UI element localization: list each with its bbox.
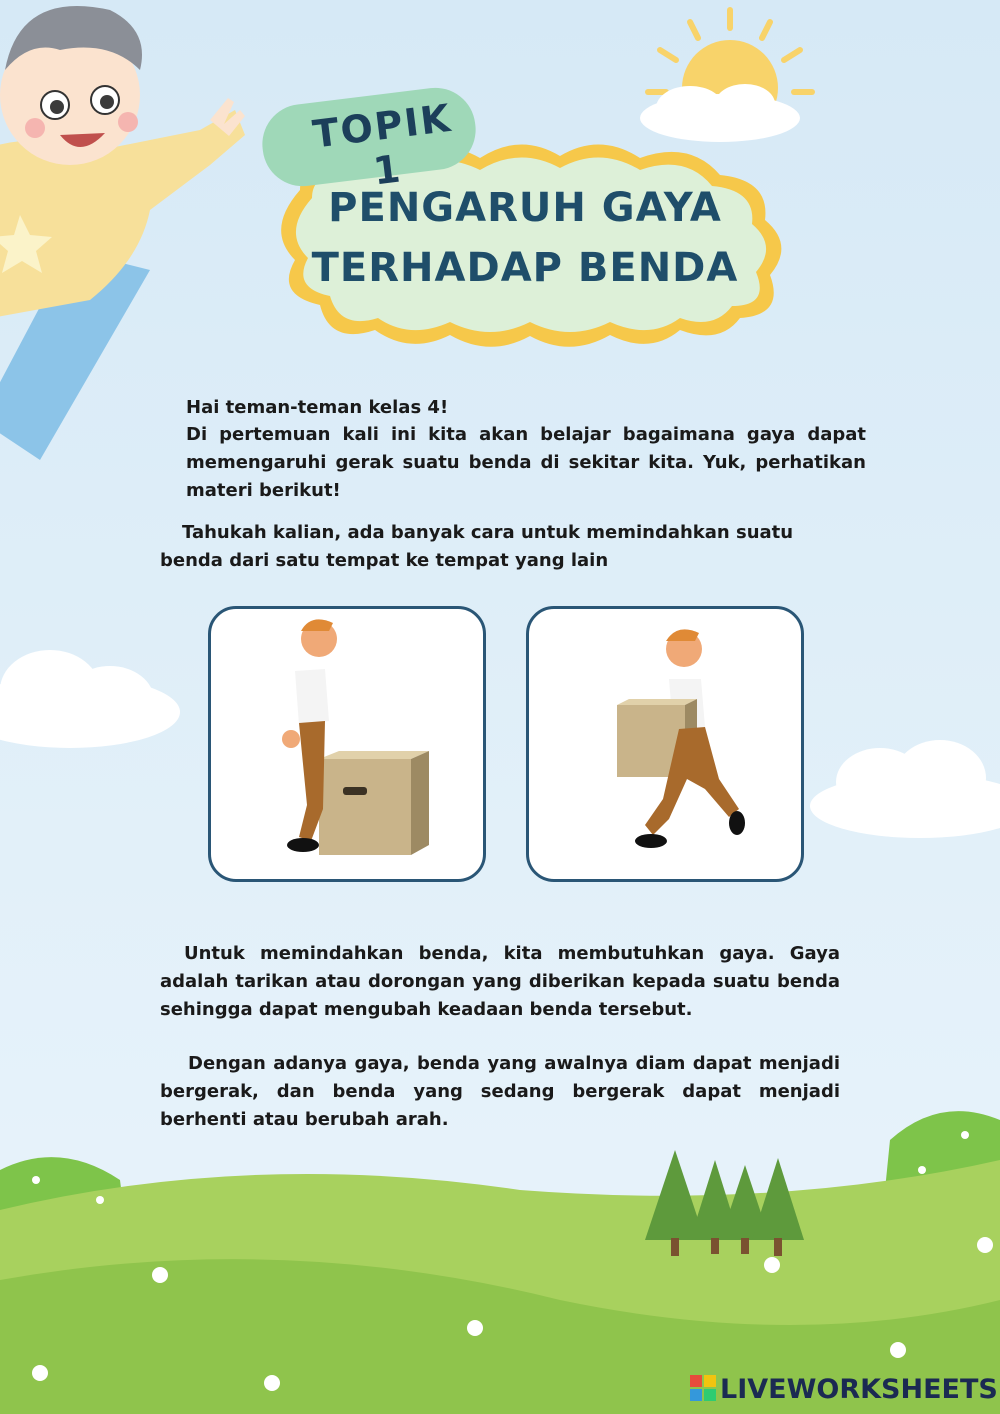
liveworksheets-logo-icon bbox=[690, 1375, 716, 1403]
cloud-icon bbox=[0, 650, 1000, 838]
grass-hills bbox=[0, 1111, 1000, 1414]
man-carrying-box-illustration bbox=[529, 609, 801, 879]
paragraph-force-effects: Dengan adanya gaya, benda yang awalnya diam dapat menjadi bergerak, dan benda yang sedang bergerak dapat menjadi berhenti atau berubah arah. bbox=[160, 1053, 840, 1130]
image-card-push-box bbox=[208, 606, 486, 882]
intro-text: Di pertemuan kali ini kita akan belajar bagaimana gaya dapat memengaruhi gerak suatu benda di sekitar kita. Yuk, perhatikan materi berikut! bbox=[186, 424, 866, 501]
paragraph-moving-objects: Tahukah kalian, ada banyak cara untuk memindahkan suatu benda dari satu tempat ke tempat yang lain bbox=[160, 522, 794, 571]
boy-character-icon bbox=[0, 6, 245, 460]
image-card-carry-box bbox=[526, 606, 804, 882]
liveworksheets-logo bbox=[690, 1372, 998, 1406]
watermark-text: LIVEWORKSHEETS bbox=[720, 1374, 998, 1405]
sun-icon bbox=[640, 10, 812, 142]
intro-greeting: Hai teman-teman kelas 4! bbox=[186, 397, 449, 418]
title-line-2: TERHADAP BENDA bbox=[311, 245, 739, 291]
paragraph-force-definition: Untuk memindahkan benda, kita membutuhkan gaya. Gaya adalah tarikan atau dorongan yang diberikan kepada suatu benda sehingga dapat mengubah keadaan benda tersebut. bbox=[160, 943, 840, 1020]
title-line-1: PENGARUH GAYA bbox=[328, 185, 722, 231]
man-pushing-box-illustration bbox=[211, 609, 483, 879]
page-title bbox=[300, 178, 750, 298]
topic-label: TOPIK 1 bbox=[310, 95, 455, 194]
